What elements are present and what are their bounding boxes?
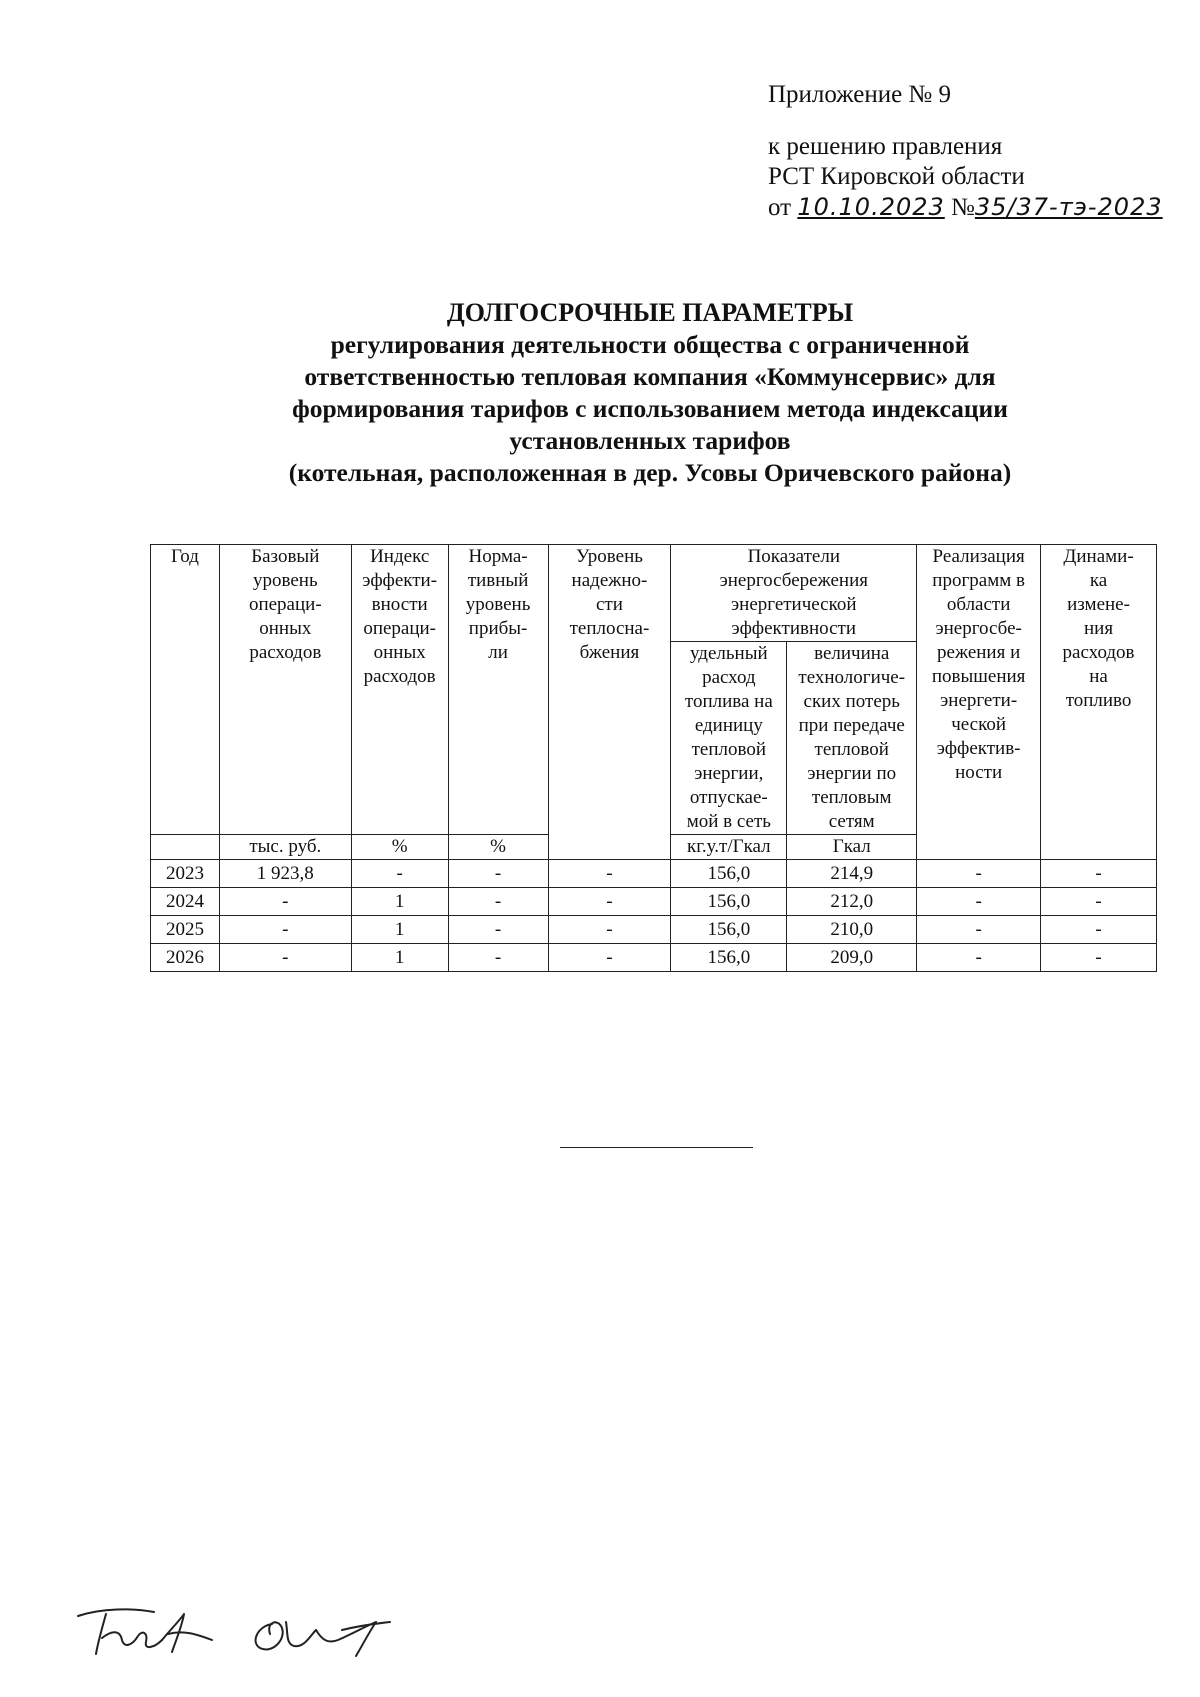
header-fuel-rate: удельный расход топлива на единицу тепловой энергии, отпускае- мой в сеть (671, 642, 787, 835)
cell-fuel-dynamics: - (1041, 888, 1157, 916)
cell-fuel-rate: 156,0 (671, 944, 787, 972)
unit-efficiency-index: % (351, 835, 448, 860)
header-year: Год (151, 545, 220, 835)
table-row (151, 944, 1157, 972)
cell-year: 2025 (151, 916, 220, 944)
cell-profit-level: - (448, 944, 548, 972)
cell-efficiency-index: 1 (351, 944, 448, 972)
cell-base-level: - (219, 888, 351, 916)
cell-year: 2024 (151, 888, 220, 916)
header-reliability: Уровень надежно- сти теплосна- бжения (548, 545, 671, 860)
header-efficiency-index: Индекс эффекти- вности операци- онных расходов (351, 545, 448, 835)
appendix-block (768, 80, 1163, 223)
cell-year: 2023 (151, 860, 220, 888)
cell-profit-level: - (448, 860, 548, 888)
cell-programs: - (917, 916, 1041, 944)
cell-fuel-rate: 156,0 (671, 888, 787, 916)
header-fuel-dynamics: Динами- ка измене- ния расходов на топливо (1041, 545, 1157, 860)
cell-reliability: - (548, 860, 671, 888)
cell-losses: 212,0 (787, 888, 917, 916)
header-row-1 (151, 545, 1157, 642)
parameters-table (150, 544, 1157, 972)
cell-losses: 210,0 (787, 916, 917, 944)
title-line-2: ответственностью тепловая компания «Коммунсервис» для (304, 362, 996, 391)
cell-fuel-dynamics: - (1041, 860, 1157, 888)
appendix-number: Приложение № 9 (768, 81, 952, 108)
table-row (151, 916, 1157, 944)
number-label: № (951, 194, 975, 221)
unit-profit-level: % (448, 835, 548, 860)
cell-profit-level: - (448, 916, 548, 944)
cell-year: 2026 (151, 944, 220, 972)
appendix-date-line (768, 192, 1163, 223)
cell-losses: 214,9 (787, 860, 917, 888)
header-programs: Реализация программ в области энергосбе- режения и повышения энергети- ческой эффектив- ности (917, 545, 1041, 860)
header-profit-level: Норма- тивный уровень прибы- ли (448, 545, 548, 835)
unit-year (151, 835, 220, 860)
decision-number: 35/37-тэ-2023 (974, 193, 1163, 221)
cell-reliability: - (548, 944, 671, 972)
title-line-5: (котельная, расположенная в дер. Усовы Оричевского района) (288, 458, 1012, 487)
cell-profit-level: - (448, 888, 548, 916)
cell-fuel-rate: 156,0 (671, 916, 787, 944)
title-line-4: установленных тарифов (509, 426, 791, 455)
cell-losses: 209,0 (787, 944, 917, 972)
header-energy-indicators: Показатели энергосбережения энергетической эффективности (671, 545, 917, 642)
header-losses: величина технологиче- ских потерь при передаче тепловой энергии по тепловым сетям (787, 642, 917, 835)
document-title (150, 297, 1150, 489)
cell-programs: - (917, 944, 1041, 972)
unit-fuel-rate: кг.у.т/Гкал (671, 835, 787, 860)
title-main: ДОЛГОСРОЧНЫЕ ПАРАМЕТРЫ (446, 298, 854, 327)
unit-base-level: тыс. руб. (219, 835, 351, 860)
title-line-1: регулирования деятельности общества с ограниченной (330, 330, 970, 359)
header-base-level: Базовый уровень операци- онных расходов (219, 545, 351, 835)
appendix-decision-line: к решению правления (768, 133, 1003, 160)
table-row (151, 860, 1157, 888)
handwritten-signature (72, 1600, 432, 1660)
cell-fuel-dynamics: - (1041, 916, 1157, 944)
cell-fuel-dynamics: - (1041, 944, 1157, 972)
decision-date: 10.10.2023 (797, 193, 945, 221)
cell-programs: - (917, 888, 1041, 916)
cell-base-level: - (219, 916, 351, 944)
cell-programs: - (917, 860, 1041, 888)
from-label: от (768, 194, 792, 221)
cell-base-level: - (219, 944, 351, 972)
cell-fuel-rate: 156,0 (671, 860, 787, 888)
cell-efficiency-index: 1 (351, 888, 448, 916)
cell-efficiency-index: - (351, 860, 448, 888)
cell-reliability: - (548, 916, 671, 944)
unit-losses: Гкал (787, 835, 917, 860)
table-row (151, 888, 1157, 916)
appendix-authority-line: РСТ Кировской области (768, 163, 1025, 190)
cell-efficiency-index: 1 (351, 916, 448, 944)
end-divider (560, 1147, 753, 1148)
cell-reliability: - (548, 888, 671, 916)
cell-base-level: 1 923,8 (219, 860, 351, 888)
title-line-3: формирования тарифов с использованием метода индексации (292, 394, 1008, 423)
